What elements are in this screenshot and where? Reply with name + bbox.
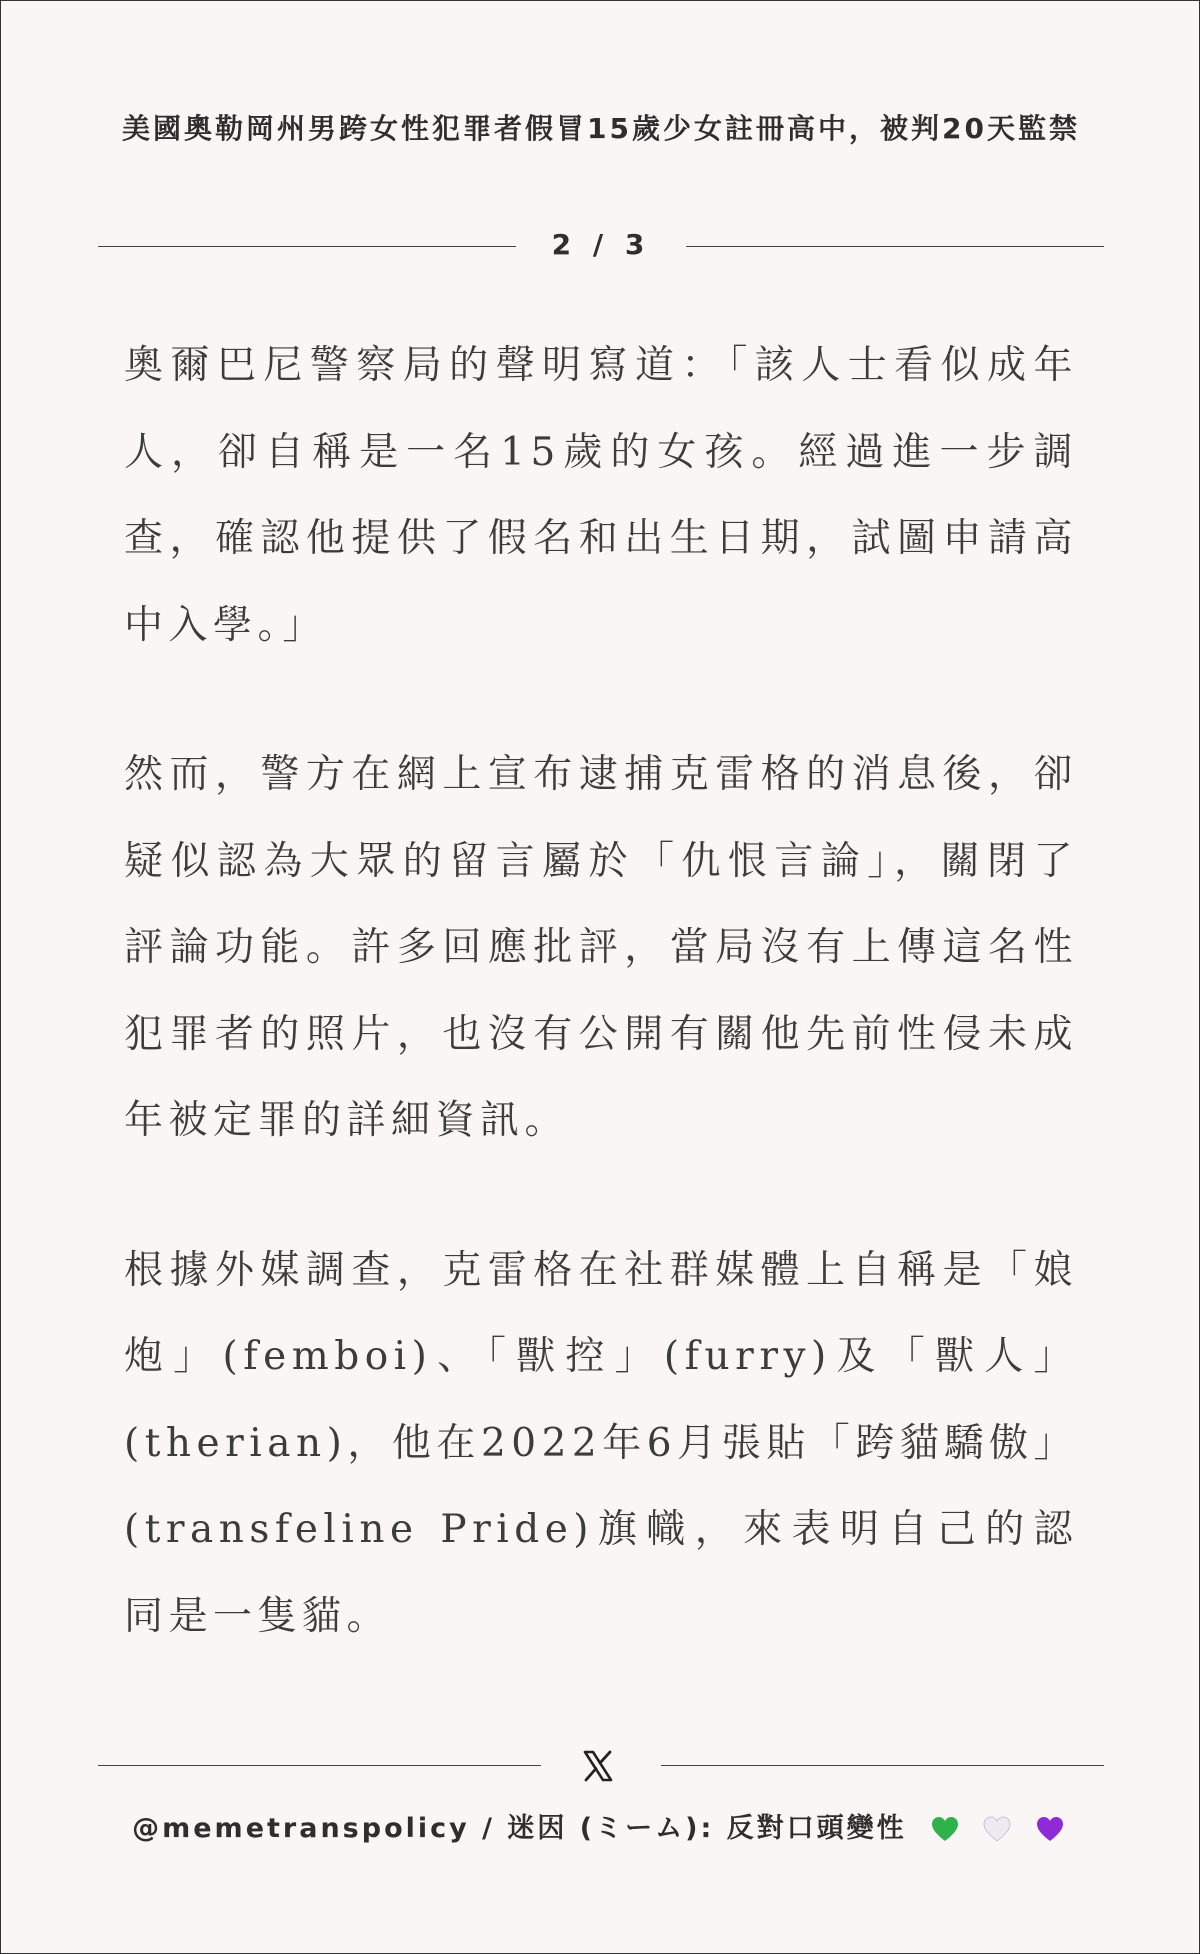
divider-right — [686, 246, 1104, 247]
page-indicator: 2 / 3 — [551, 228, 651, 261]
green-heart-shape — [932, 1817, 958, 1841]
pager-row — [98, 223, 1104, 267]
white-heart-icon — [983, 1816, 1011, 1842]
purple-heart-shape — [1037, 1817, 1063, 1841]
green-heart-icon — [931, 1816, 959, 1842]
footer-divider-right — [661, 1765, 1104, 1766]
footer-divider-left — [98, 1765, 541, 1766]
paragraph-3: 根據外媒調查，克雷格在社群媒體上自稱是「娘炮」(femboi)、「獸控」(furry)及「獸人」(therian)，他在2022年6月張貼「跨貓驕傲」(transfeline Pride)旗幟，來表明自己的認同是一隻貓。 — [124, 1247, 1078, 1639]
article-body — [124, 323, 1078, 1723]
paragraph-1: 奧爾巴尼警察局的聲明寫道：「該人士看似成年人，卻自稱是一名15歲的女孩。經過進一步調查，確認他提供了假名和出生日期，試圖申請高中入學。」 — [124, 343, 1078, 648]
divider-left — [98, 246, 516, 247]
white-heart-shape — [984, 1817, 1010, 1841]
page-title: 美國奧勒岡州男跨女性犯罪者假冒15歲少女註冊高中，被判20天監禁 — [122, 112, 1080, 145]
purple-heart-icon — [1036, 1816, 1064, 1842]
account-handle[interactable]: @memetranspolicy / 迷因 (ミーム): 反對口頭變性 — [132, 1813, 907, 1844]
x-logo-icon[interactable] — [581, 1749, 615, 1783]
heart-icons — [925, 1810, 1070, 1850]
footer-divider-row — [98, 1741, 1104, 1791]
paragraph-2: 然而，警方在網上宣布逮捕克雷格的消息後，卻疑似認為大眾的留言屬於「仇恨言論」，關閉了評論功能。許多回應批評，當局沒有上傳這名性犯罪者的照片，也沒有公開有關他先前性侵未成年被定罪的詳細資訊。 — [124, 752, 1078, 1143]
footer-credit — [101, 1809, 1101, 1850]
